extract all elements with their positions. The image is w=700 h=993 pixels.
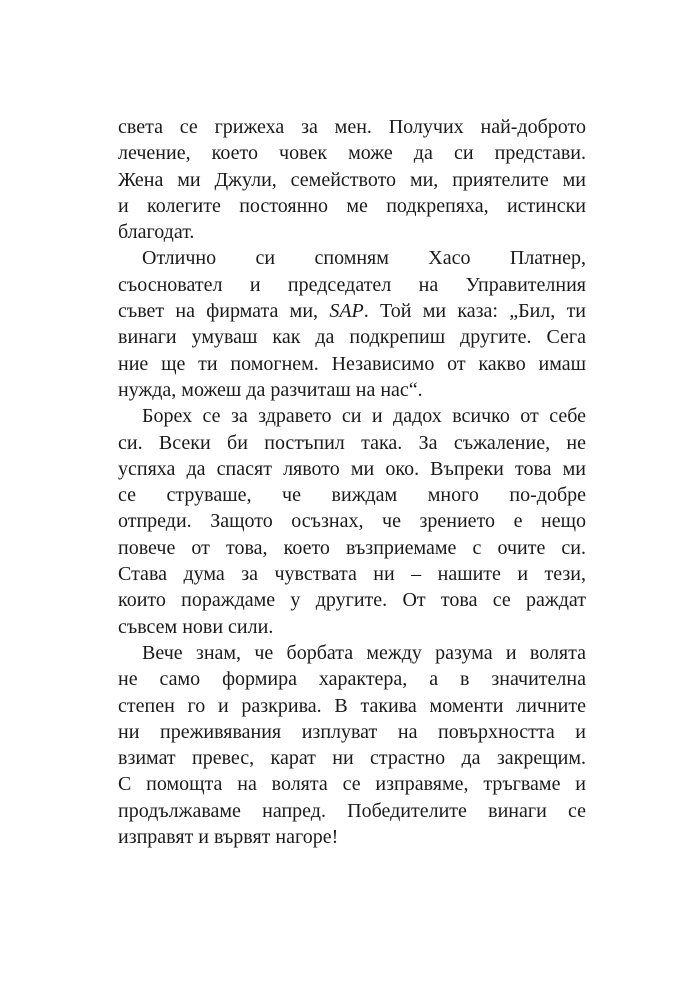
body-text xyxy=(118,114,586,850)
text-line: отпреди. Защото осъзнах, че зрението е нещо xyxy=(118,510,586,533)
text-line: си. Всеки би постъпил така. За съжаление, не xyxy=(118,431,586,454)
text-line: продължаваме напред. Победителите винаги се xyxy=(118,799,586,822)
text-line: С помощта на волята се изправяме, тръгваме и xyxy=(118,773,586,796)
company-name: SAP xyxy=(329,300,364,323)
text-line: Вече знам, че борбата между разума и волята xyxy=(142,641,586,664)
text-line: Отлично си спомням Хасо Платнер, xyxy=(142,247,586,270)
text-fragment: съвет на фирмата ми, xyxy=(118,300,330,323)
text-line: не само формира характера, а в значителна xyxy=(118,668,586,691)
text-line: съвсем нови сили. xyxy=(118,615,274,638)
text-line: които пораждаме у другите. От това се раждат xyxy=(118,589,586,612)
text-line: ни преживявания изплуват на повърхността и xyxy=(118,720,586,743)
text-line: успяха да спасят лявото ми око. Въпреки това ми xyxy=(118,457,586,480)
text-line: степен го и разкрива. В такива моменти личните xyxy=(118,694,586,717)
text-line: и колегите постоянно ме подкрепяха, истински xyxy=(118,194,586,217)
paragraph-2 xyxy=(118,245,586,403)
text-line: винаги умуваш как да подкрепиш другите. Сега xyxy=(118,326,586,349)
paragraph-1 xyxy=(118,114,586,245)
text-line: света се грижеха за мен. Получих най-доброто xyxy=(118,116,586,138)
text-fragment: . Той ми каза: „Бил, ти xyxy=(363,300,587,323)
text-line: съосновател и председател на Управителния xyxy=(118,273,586,296)
text-line xyxy=(118,298,586,324)
text-line: Жена ми Джули, семейството ми, приятелите ми xyxy=(118,168,586,191)
text-line: нужда, можеш да разчиташ на нас“. xyxy=(118,378,423,401)
text-line: Става дума за чувствата ни – нашите и тези, xyxy=(118,563,586,586)
text-line: лечение, което човек може да си представи. xyxy=(118,142,586,165)
text-line: Борех се за здравето си и дадох всичко от себе xyxy=(142,405,586,428)
text-line: изправят и вървят нагоре! xyxy=(118,826,339,849)
text-line: благодат. xyxy=(118,221,195,244)
text-line: взимат превес, карат ни страстно да закрещим. xyxy=(118,747,586,770)
paragraph-4 xyxy=(118,640,586,850)
text-line: ние ще ти помогнем. Независимо от какво имаш xyxy=(118,352,586,375)
text-line: повече от това, което възприемаме с очите си. xyxy=(118,536,586,559)
paragraph-3 xyxy=(118,403,586,640)
text-line: се струваше, че виждам много по-добре xyxy=(118,484,586,507)
